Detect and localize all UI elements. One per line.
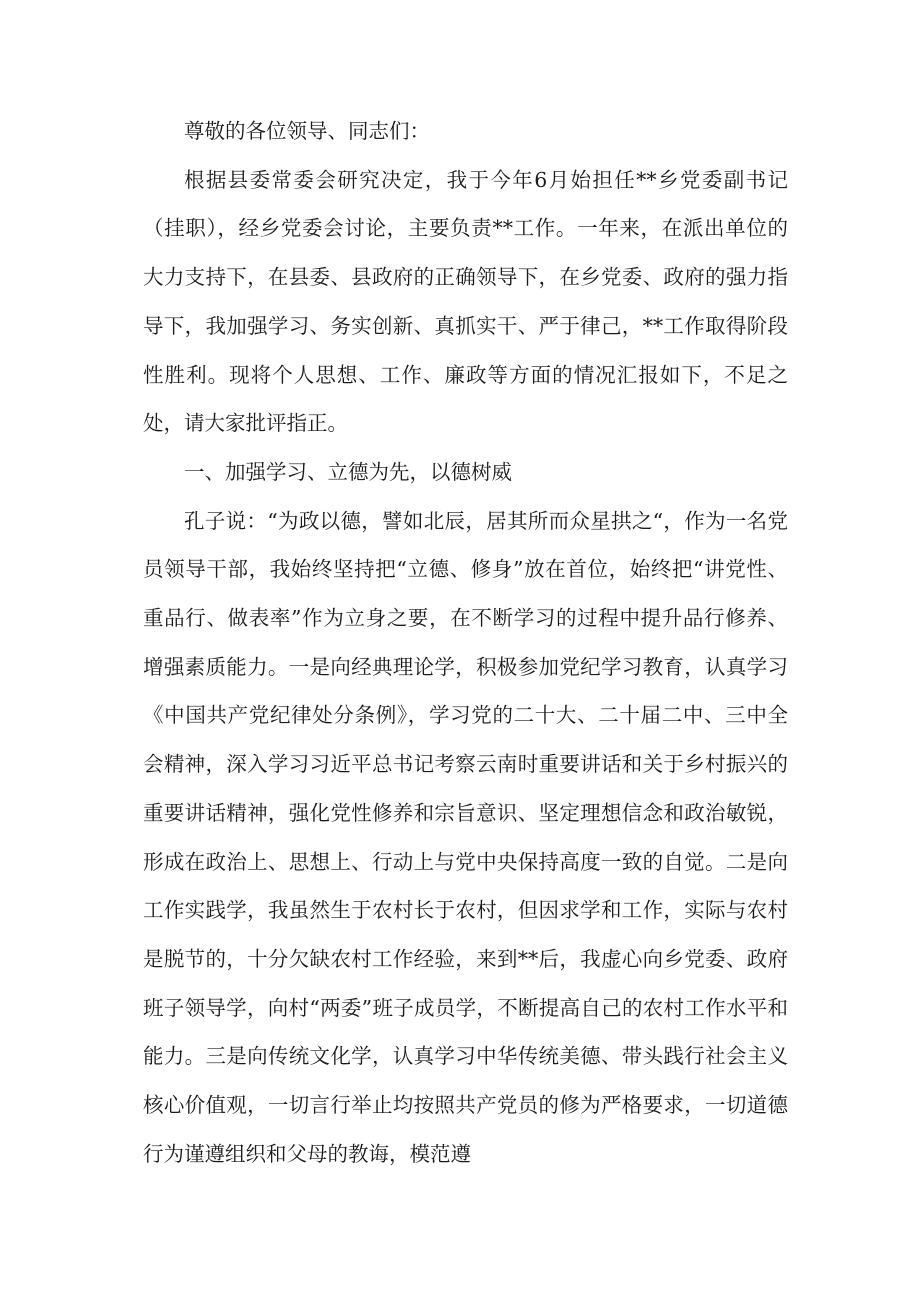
document-body — [143, 107, 788, 1178]
intro-paragraph: 根据县委常委会研究决定，我于今年6月始担任**乡党委副书记（挂职），经乡党委会讨论，主要负责**工作。一年来，在派出单位的大力支持下，在县委、县政府的正确领导下，在乡党委、政府的强力指导下，我加强学习、务实创新、真抓实干、严于律己，**工作取得阶段性胜利。现将个人思想、工作、廉政等方面的情况汇报如下，不足之处，请大家批评指正。 — [143, 167, 788, 436]
section-heading-1: 一、加强学习、立德为先，以德树威 — [184, 459, 512, 484]
section-body-1: 孔子说：“为政以德，譬如北辰，居其所而众星拱之“，作为一名党员领导干部，我始终坚持把“立德、修身”放在首位，始终把“讲党性、重品行、做表率”作为立身之要，在不断学习的过程中提升品行修养、增强素质能力。一是向经典理论学，积极参加党纪学习教育，认真学习《中国共产党纪律处分条例》，学习党的二十大、二十届二中、三中全会精神，深入学习习近平总书记考察云南时重要讲话和关于乡村振兴的重要讲话精神，强化党性修养和宗旨意识、坚定理想信念和政治敏锐，形成在政治上、思想上、行动上与党中央保持高度一致的自觉。二是向工作实践学，我虽然生于农村长于农村，但因求学和工作，实际与农村是脱节的，十分欠缺农村工作经验，来到**后，我虚心向乡党委、政府班子领导学，向村“两委”班子成员学，不断提高自己的农村工作水平和能力。三是向传统文化学，认真学习中华传统美德、带头践行社会主义核心价值观，一切言行举止均按照共产党员的修为严格要求，一切道德行为谨遵组织和父母的教诲，模范遵 — [143, 508, 788, 1166]
salutation: 尊敬的各位领导、同志们： — [184, 119, 430, 143]
